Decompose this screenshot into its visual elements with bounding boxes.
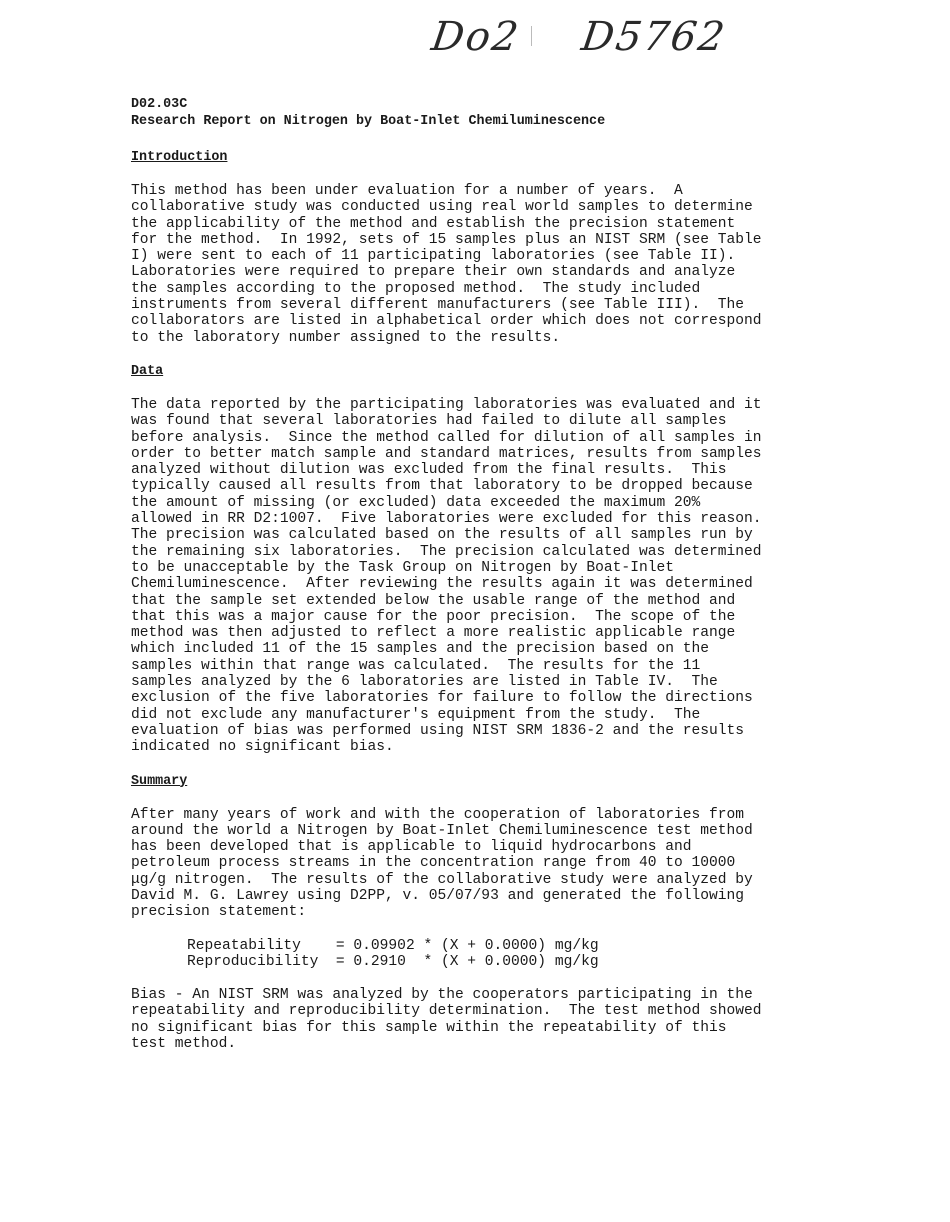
introduction-heading: Introduction	[131, 150, 228, 165]
summary-paragraph: After many years of work and with the cooperation of laboratories from around the world a Nitrogen by Boat-Inlet Chemiluminescence test method has been developed that is applicable to liquid hydrocarbons and petroleum process streams in the concentration range from 40 to 10000 μg/g nitrogen. The results of the collaborative study were analyzed by David M. G. Lawrey using D2PP, v. 05/07/93 and generated the following precision statement:	[131, 806, 753, 921]
introduction-paragraph: This method has been under evaluation for a number of years. A collaborative study was conducted using real world samples to determine the applicability of the method and establish the precision statement for the method. In 1992, sets of 15 samples plus an NIST SRM (see Table I) were sent to each of 11 participating laboratories (see Table II). Laboratories were required to prepare their own standards and analyze the samples according to the proposed method. The study included instruments from several different manufacturers (see Table III). The collaborators are listed in alphabetical order which does not correspond to the laboratory number assigned to the results.	[131, 183, 762, 346]
repeatability-formula: Repeatability = 0.09902 * (X + 0.0000) mg/kg	[187, 937, 599, 954]
precision-statement	[131, 938, 831, 971]
summary-heading: Summary	[131, 773, 188, 789]
data-heading: Data	[131, 363, 164, 379]
bias-paragraph: Bias - An NIST SRM was analyzed by the cooperators participating in the repeatability and reproducibility determination. The test method showed no significant bias for this sample within the repeatability of this test method.	[131, 987, 762, 1053]
document-code: D02.03C	[131, 97, 188, 112]
report-body	[131, 96, 831, 1069]
handwritten-note-left: Do2	[428, 14, 523, 60]
handwritten-separator-mark	[531, 26, 532, 46]
data-paragraph: The data reported by the participating laboratories was evaluated and it was found that several laboratories had failed to dilute all samples before analysis. Since the method called for dilution of all samples in order to better match sample and standard matrices, results from samples analyzed without dilution was excluded from the final results. This typically caused all results from that laboratory to be dropped because the amount of missing (or excluded) data exceeded the maximum 20% allowed in RR D2:1007. Five laboratories were excluded for this reason. The precision was calculated based on the results of all samples run by the remaining six laboratories. The precision calculated was determined to be unacceptable by the Task Group on Nitrogen by Boat-Inlet Chemiluminescence. After reviewing the results again it was determined that the sample set extended below the usable range of the method and that this was a major cause for the poor precision. The scope of the method was then adjusted to reflect a more realistic applicable range which included 11 of the 15 samples and the precision based on the samples within that range was calculated. The results for the 11 samples analyzed by the 6 laboratories are listed in Table IV. The exclusion of the five laboratories for failure to follow the directions did not exclude any manufacturer's equipment from the study. The evaluation of bias was performed using NIST SRM 1836-2 and the results indicated no significant bias.	[131, 396, 762, 756]
reproducibility-formula: Reproducibility = 0.2910 * (X + 0.0000) mg/kg	[187, 953, 599, 970]
report-title: Research Report on Nitrogen by Boat-Inlet Chemiluminescence	[131, 114, 606, 129]
handwritten-note-right: D5762	[578, 14, 730, 60]
